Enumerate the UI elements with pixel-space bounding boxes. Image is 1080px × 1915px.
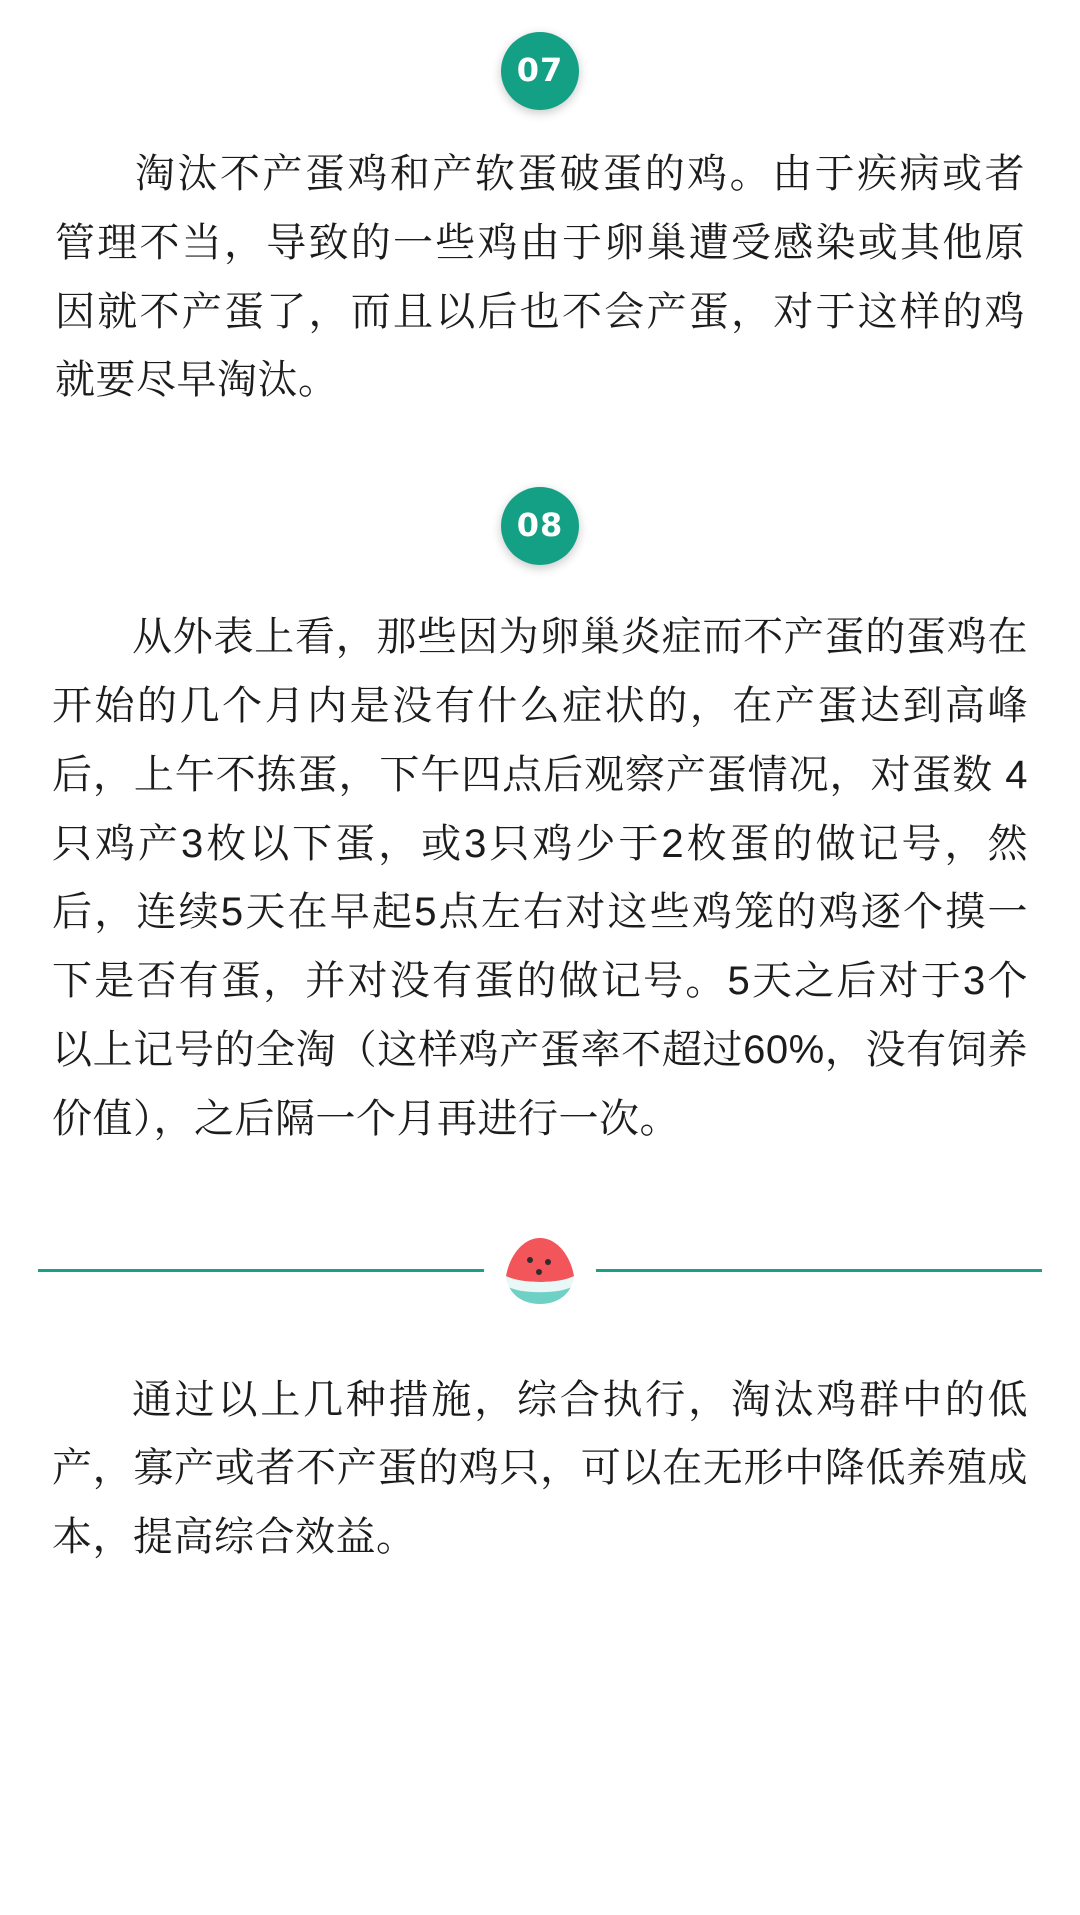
divider-line-left bbox=[38, 1269, 484, 1272]
section-07-paragraph: 淘汰不产蛋鸡和产软蛋破蛋的鸡。由于疾病或者管理不当，导致的一些鸡由于卵巢遭受感染或其他原因就不产蛋了，而且以后也不会产蛋，对于这样的鸡就要尽早淘汰。 bbox=[55, 152, 1025, 403]
section-divider bbox=[38, 1232, 1042, 1310]
section-badge-07-label: 07 bbox=[516, 51, 564, 89]
section-badge-08-wrapper bbox=[0, 487, 1080, 565]
section-badge-07 bbox=[501, 32, 579, 110]
section-badge-07-wrapper bbox=[0, 32, 1080, 110]
divider-line-right bbox=[596, 1269, 1042, 1272]
watermelon-slice-icon bbox=[494, 1232, 586, 1310]
section-badge-08 bbox=[501, 487, 579, 565]
section-08-paragraph: 从外表上看，那些因为卵巢炎症而不产蛋的蛋鸡在开始的几个月内是没有什么症状的，在产蛋达到高峰后，上午不拣蛋，下午四点后观察产蛋情况，对蛋数 4只鸡产3枚以下蛋，或3只鸡少于2枚蛋的做记号，然后，连续5天在早起5点左右对这些鸡笼的鸡逐个摸一下是否有蛋，并对没有蛋的做记号。5天之后对于3个以上记号的全淘（这样鸡产蛋率不超过60%，没有饲养价值），之后隔一个月再进行一次。 bbox=[52, 615, 1028, 1141]
closing-paragraph: 通过以上几种措施，综合执行，淘汰鸡群中的低产，寡产或者不产蛋的鸡只，可以在无形中降低养殖成本，提高综合效益。 bbox=[52, 1377, 1028, 1560]
section-badge-08-label: 08 bbox=[516, 506, 564, 545]
article-page bbox=[0, 32, 1080, 1915]
